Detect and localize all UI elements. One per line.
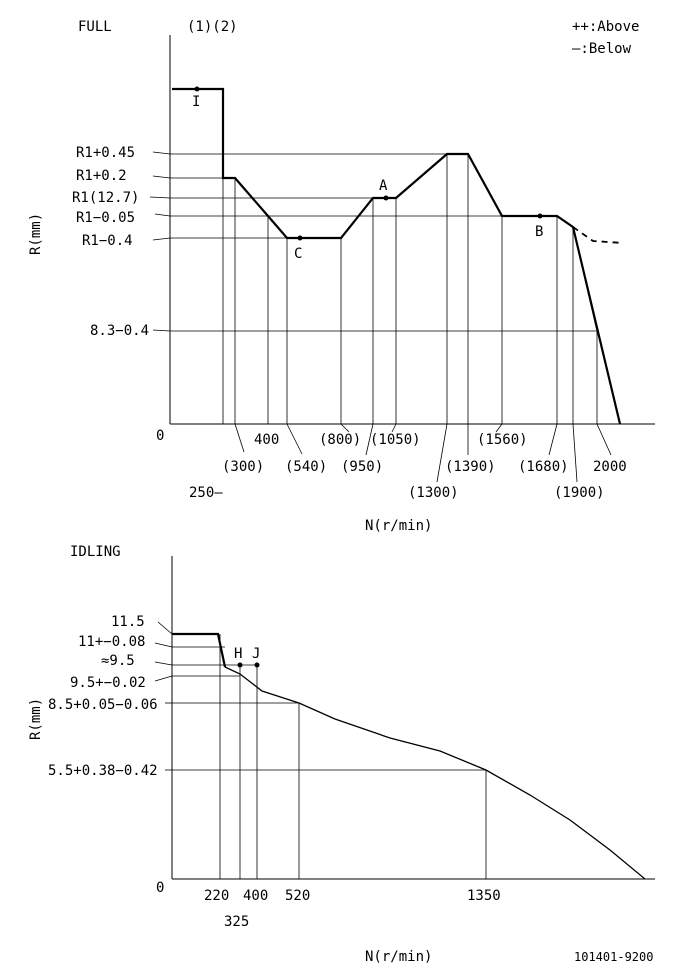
full-xtick-1300: (1300) bbox=[408, 485, 459, 501]
full-xtick-250: 250— bbox=[189, 485, 223, 501]
full-xtick-950: (950) bbox=[341, 459, 384, 475]
point-b-label: B bbox=[535, 224, 544, 240]
full-xtick-1680: (1680) bbox=[518, 459, 569, 475]
full-y-axis-label: R(mm) bbox=[28, 212, 44, 255]
full-ytick-8-3: 8.3−0.4 bbox=[90, 323, 150, 339]
full-ytick-r1-plus-02: R1+0.2 bbox=[76, 168, 127, 184]
idling-xtick-400: 400 bbox=[243, 888, 269, 904]
idling-xtick-1350: 1350 bbox=[467, 888, 501, 904]
idling-xtick-520: 520 bbox=[285, 888, 311, 904]
full-curve-thin-segment bbox=[573, 227, 597, 331]
full-xtick-1900: (1900) bbox=[554, 485, 605, 501]
idling-xtick-220: 220 bbox=[204, 888, 230, 904]
idling-zero-label: 0 bbox=[156, 880, 165, 896]
legend-below: —:Below bbox=[572, 41, 632, 57]
idling-y-leaders bbox=[155, 622, 172, 770]
idling-title: IDLING bbox=[70, 544, 121, 560]
idling-y-axis-label: R(mm) bbox=[28, 697, 44, 740]
full-xtick-2000: 2000 bbox=[593, 459, 627, 475]
footer-code: 101401-9200 bbox=[574, 950, 654, 964]
idling-xtick-325: 325 bbox=[224, 914, 250, 930]
full-header: (1)(2) bbox=[187, 19, 238, 35]
full-ytick-r1-minus-005: R1−0.05 bbox=[76, 210, 136, 226]
full-xtick-1390: (1390) bbox=[445, 459, 496, 475]
point-a-label: A bbox=[379, 178, 388, 194]
idling-ytick-approx-9-5: ≈9.5 bbox=[101, 653, 135, 669]
point-c-marker bbox=[298, 236, 303, 241]
idling-ytick-11-5: 11.5 bbox=[111, 614, 145, 630]
point-c-label: C bbox=[294, 246, 303, 262]
full-y-leaders bbox=[150, 152, 170, 331]
idling-curve bbox=[225, 667, 645, 879]
full-xtick-300: (300) bbox=[222, 459, 265, 475]
full-xtick-1560: (1560) bbox=[477, 432, 528, 448]
idling-x-axis-label: N(r/min) bbox=[365, 949, 433, 965]
idling-ytick-8-5: 8.5+0.05−0.06 bbox=[48, 697, 158, 713]
idling-ytick-11: 11+−0.08 bbox=[78, 634, 146, 650]
full-zero-label: 0 bbox=[156, 428, 165, 444]
full-vertical-drop-lines bbox=[223, 154, 597, 424]
idling-ytick-9-5: 9.5+−0.02 bbox=[70, 675, 146, 691]
full-x-axis-label: N(r/min) bbox=[365, 518, 433, 534]
full-title: FULL bbox=[78, 19, 112, 35]
idling-curve-thick bbox=[172, 634, 225, 667]
full-xtick-540: (540) bbox=[285, 459, 328, 475]
point-i-marker bbox=[195, 87, 200, 92]
point-j-marker bbox=[255, 663, 260, 668]
full-dashed-below-curve bbox=[573, 227, 623, 243]
point-h-label: H bbox=[234, 646, 243, 662]
point-a-marker bbox=[384, 196, 389, 201]
full-xtick-800: (800) bbox=[319, 432, 362, 448]
full-xtick-400: 400 bbox=[254, 432, 280, 448]
idling-vertical-drop-lines bbox=[220, 634, 486, 879]
legend-above: ++:Above bbox=[572, 19, 640, 35]
point-i-label: I bbox=[192, 94, 201, 110]
point-j-label: J bbox=[252, 646, 261, 662]
point-b-marker bbox=[538, 214, 543, 219]
full-xtick-1050: (1050) bbox=[370, 432, 421, 448]
full-chart bbox=[28, 19, 655, 534]
idling-chart bbox=[28, 544, 655, 965]
point-h-marker bbox=[238, 663, 243, 668]
full-ytick-r1-plus-045: R1+0.45 bbox=[76, 145, 136, 161]
full-ytick-r1: R1(12.7) bbox=[72, 190, 140, 206]
idling-ytick-5-5: 5.5+0.38−0.42 bbox=[48, 763, 158, 779]
full-ytick-r1-minus-04: R1−0.4 bbox=[82, 233, 133, 249]
